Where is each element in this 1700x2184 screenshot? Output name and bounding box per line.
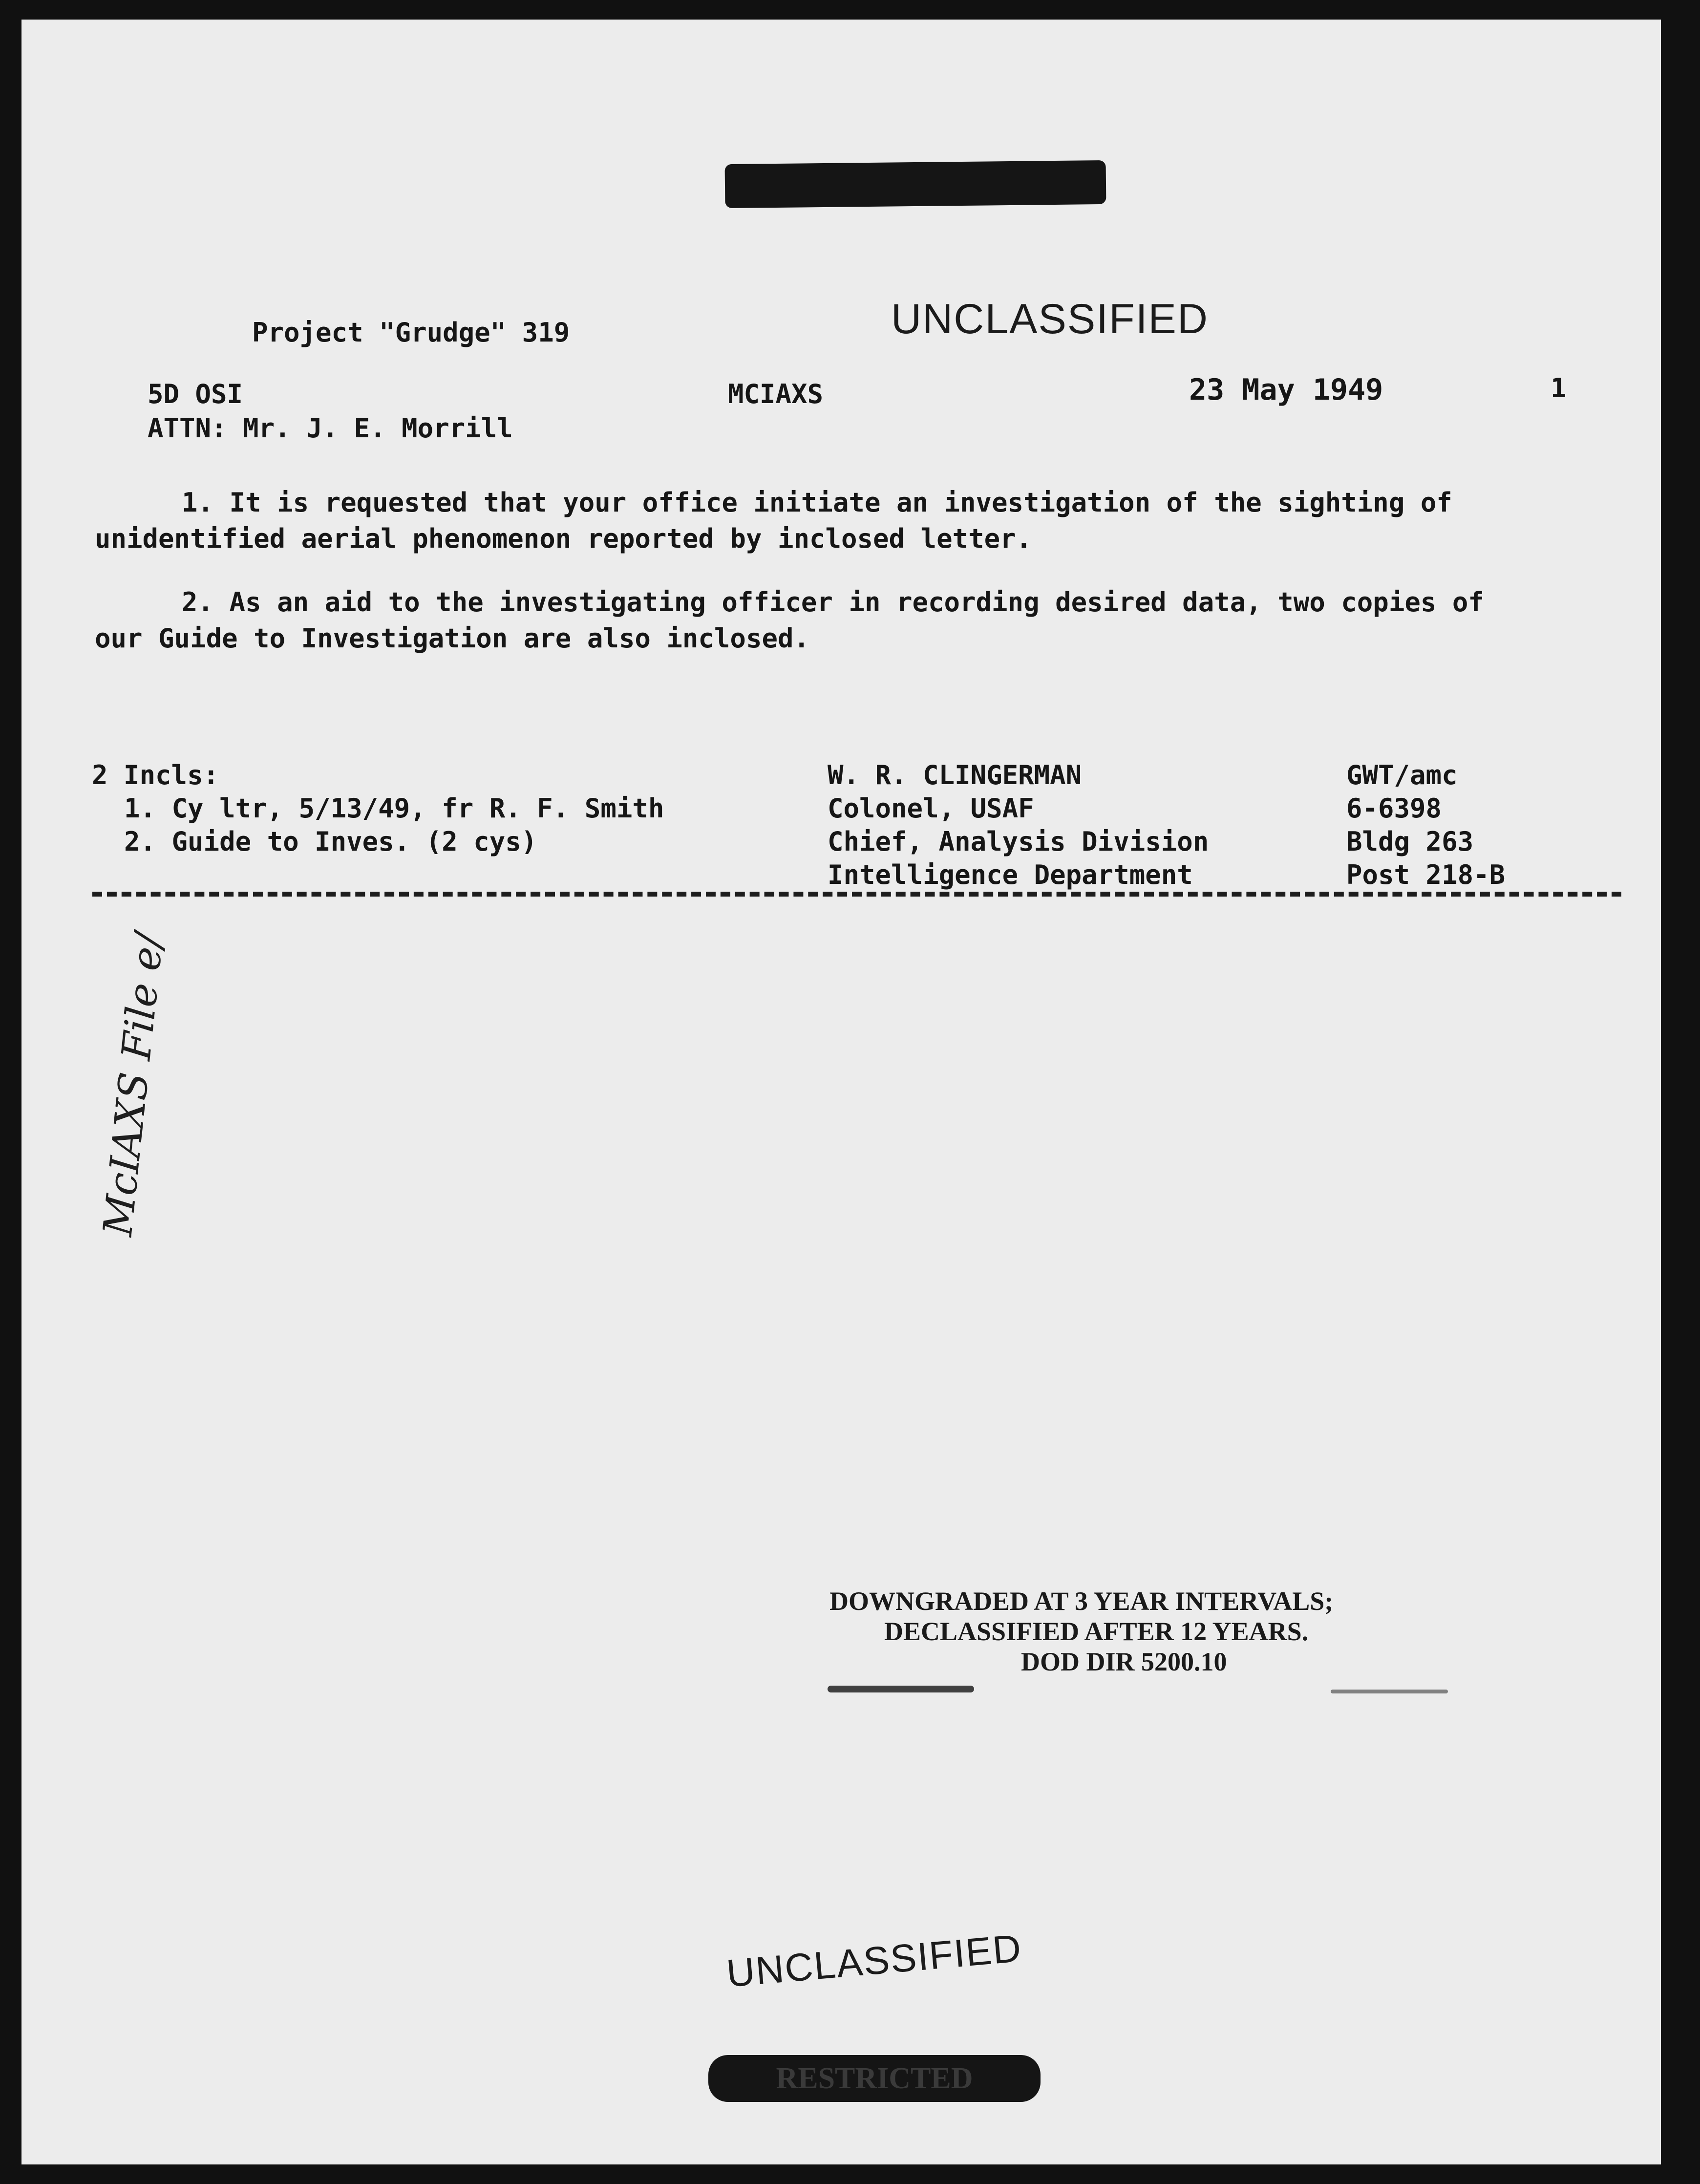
attention-line: ATTN: Mr. J. E. Morrill — [148, 413, 513, 444]
paragraph-1-line-2: unidentified aerial phenomenon reported by inclosed letter. — [95, 523, 1032, 554]
classification-stamp-bottom: UNCLASSIFIED — [724, 1926, 1024, 1995]
redacted-marking: RESTRICTED — [776, 2062, 973, 2095]
dashed-separator — [92, 892, 1621, 897]
document-page — [21, 20, 1661, 2164]
paragraph-2-line-2: our Guide to Investigation are also inclosed. — [95, 623, 809, 654]
reference-initials: GWT/amc — [1346, 760, 1458, 791]
memo-date: 23 May 1949 — [1189, 373, 1383, 407]
inclosure-item: 2. Guide to Inves. (2 cys) — [124, 826, 537, 857]
page-number: 1 — [1551, 373, 1567, 404]
signer-department: Intelligence Department — [828, 859, 1193, 890]
signer-name: W. R. CLINGERMAN — [828, 760, 1082, 791]
downgrade-stamp-line-2: DECLASSIFIED AFTER 12 YEARS. — [884, 1617, 1309, 1646]
paragraph-1-line-1: 1. It is requested that your office initiate an investigation of the sighting of — [182, 487, 1452, 518]
redaction-bar-bottom — [708, 2055, 1041, 2102]
handwritten-file-note: McIAXS File e/ — [94, 931, 173, 1239]
reference-building: Bldg 263 — [1346, 826, 1474, 857]
classification-stamp-top: UNCLASSIFIED — [891, 296, 1209, 343]
project-line: Project "Grudge" 319 — [252, 317, 570, 348]
signer-rank: Colonel, USAF — [828, 793, 1034, 824]
paragraph-2-line-1: 2. As an aid to the investigating officer in recording desired data, two copies of — [182, 587, 1484, 618]
stamp-smudge-right — [1331, 1690, 1448, 1693]
signer-title: Chief, Analysis Division — [828, 826, 1209, 857]
office-symbol: MCIAXS — [728, 379, 824, 409]
downgrade-stamp-line-1: DOWNGRADED AT 3 YEAR INTERVALS; — [829, 1586, 1334, 1616]
inclosures-heading: 2 Incls: — [92, 760, 219, 791]
reference-phone: 6-6398 — [1346, 793, 1442, 824]
downgrade-stamp-line-3: DOD DIR 5200.10 — [1021, 1647, 1227, 1676]
inclosure-item: 1. Cy ltr, 5/13/49, fr R. F. Smith — [124, 793, 664, 824]
reference-post: Post 218-B — [1346, 859, 1506, 890]
addressee: 5D OSI — [148, 379, 243, 409]
stamp-smudge-left — [828, 1686, 974, 1692]
redaction-bar-top — [725, 160, 1106, 208]
